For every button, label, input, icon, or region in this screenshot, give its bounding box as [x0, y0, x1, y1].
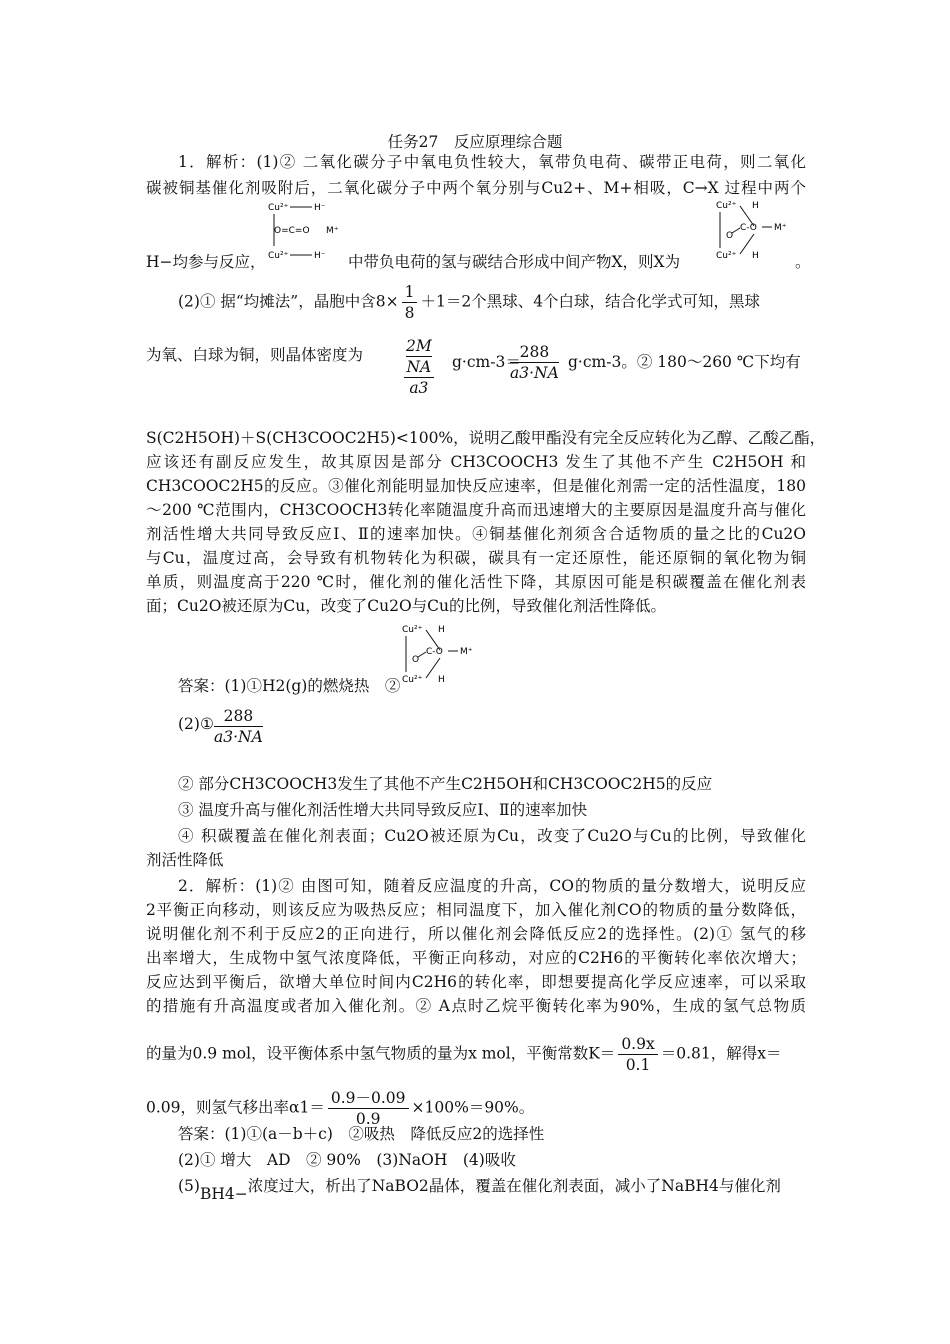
intermediate-x-structure: [716, 198, 796, 262]
a1-line-3: ② 部分CH3COOCH3发生了其他不产生C2H5OH和CH3COOC2H5的反应: [178, 775, 713, 793]
svg-text:M⁺: M⁺: [460, 647, 473, 657]
frac-2m-num: 2M: [406, 337, 432, 355]
svg-text:Cu²⁺: Cu²⁺: [402, 625, 423, 635]
p2-line-7a: 的量为0.9 mol，设平衡体系中氢气物质的量为x mol，平衡常数K＝: [146, 1044, 616, 1063]
k-frac-num: 0.9x: [618, 1034, 657, 1055]
svg-text:M⁺: M⁺: [326, 226, 339, 236]
p1-line-4: [178, 282, 760, 323]
k-frac-den: 0.1: [625, 1056, 651, 1074]
p1-line-10: 剂活性增大共同导致反应Ⅰ、Ⅱ的速率加快。④铜基催化剂须含合适物质的量之比的Cu2O: [146, 525, 806, 543]
p2-line-8b: ×100%＝90%。: [411, 1098, 535, 1117]
p2-line-3: 说明催化剂不利于反应2的正向进行，所以催化剂会降低反应2的选择性。(2)① 氢气的移: [146, 925, 806, 943]
ans-frac-num: 288: [214, 706, 263, 727]
density-fraction-288: [510, 342, 559, 383]
p1-line-1: 1．解析：(1)② 二氧化碳分子中氧电负性较大，氧带负电荷、碳带正电荷，则二氧化: [178, 153, 806, 171]
svg-text:H: H: [438, 675, 445, 685]
p2-line-7b: ＝0.81，解得x＝: [660, 1044, 782, 1063]
answer-density-fraction: [214, 706, 263, 747]
svg-text:H⁻: H⁻: [314, 203, 326, 213]
frac-288-num: 288: [510, 342, 559, 363]
p1-line-9: ～200 ℃范围内，CH3COOCH3转化率随温度升高而迅速增大的主要原因是温度升高与催化: [146, 501, 806, 519]
a1-line-2: (2)①: [178, 715, 214, 733]
page-title: 任务27 反应原理综合题: [387, 133, 563, 151]
p1-line-2: 碳被铜基催化剂吸附后，二氧化碳分子中两个氧分别与Cu2+、M+相吸，C→X 过程中两个: [146, 179, 806, 197]
svg-text:H⁻: H⁻: [314, 251, 326, 261]
svg-text:H: H: [438, 625, 445, 635]
p1-line-12: 单质，则温度高于220 ℃时，催化剂的催化活性下降，其原因可能是积碳覆盖在催化剂表: [146, 573, 806, 591]
svg-text:O: O: [412, 655, 420, 665]
p1-line-3b: 中带负电荷的氢与碳结合形成中间产物X，则X为: [348, 253, 681, 271]
p2-line-8: [146, 1088, 534, 1129]
a2-line-3b: 浓度过大，析出了NaBO2晶体，覆盖在催化剂表面，减小了NaBH4与催化剂: [247, 1177, 781, 1195]
p2-line-6: 的措施有升高温度或者加入催化剂。② A点时乙烷平衡转化率为90%，生成的氢气总物质: [146, 997, 806, 1015]
a2-line-2: (2)① 增大 AD ② 90% (3)NaOH (4)吸收: [178, 1151, 516, 1169]
adsorbed-co2-structure: [268, 200, 348, 264]
frac-numerator: 1: [402, 282, 418, 303]
answer-intermediate-structure: [402, 622, 482, 686]
p2-line-4: 出率增大，生成物中氢气浓度降低，平衡正向移动，对应的C2H6的平衡转化率依次增大；: [146, 949, 806, 967]
a2-line-1: 答案：(1)①(a－b＋c) ②吸热 降低反应2的选择性: [178, 1125, 545, 1143]
p1-line-11: 与Cu，温度过高，会导致有机物转化为积碳，碳具有一定还原性，能还原铜的氧化物为铜: [146, 549, 806, 567]
frac-denominator: 8: [404, 304, 415, 322]
p1-line-5a: 为氧、白球为铜，则晶体密度为: [146, 346, 364, 364]
svg-text:Cu²⁺: Cu²⁺: [716, 251, 737, 261]
p1-line-4a: (2)① 据“均摊法”，晶胞中含8×: [178, 292, 399, 311]
p1-line-3a: H−均参与反应，: [146, 253, 266, 271]
svg-text:Cu²⁺: Cu²⁺: [716, 201, 737, 211]
svg-text:Cu²⁺: Cu²⁺: [402, 675, 423, 685]
p1-line-8: CH3COOC2H5的反应。③催化剂能明显加快反应速率，但是催化剂需一定的活性温度，180: [146, 477, 806, 495]
frac-2m-na: NA: [406, 358, 432, 376]
svg-text:Cu²⁺: Cu²⁺: [268, 251, 289, 261]
p2-line-8a: 0.09，则氢气移出率α1＝: [146, 1098, 325, 1117]
svg-text:O: O: [726, 231, 734, 241]
k-fraction: [618, 1034, 657, 1075]
alpha-fraction: [328, 1088, 409, 1129]
a1-line-5: ④ 积碳覆盖在催化剂表面；Cu2O被还原为Cu，改变了Cu2O与Cu的比例，导致催化: [178, 827, 806, 845]
svg-text:C-O: C-O: [426, 647, 443, 657]
p2-line-7: [146, 1034, 781, 1075]
one-eighth-fraction: [402, 282, 418, 323]
a1-line-1: 答案：(1)①H2(g)的燃烧热 ②: [178, 677, 401, 695]
a1-line-6: 剂活性降低: [146, 851, 224, 869]
p1-line-5b: g·cm-3＝: [452, 353, 521, 371]
p1-line-3c: 。: [795, 253, 811, 271]
p2-line-2: 2平衡正向移动，则该反应为吸热反应；相同温度下，加入催化剂CO的物质的量分数降低，: [146, 901, 806, 919]
svg-text:C-O: C-O: [740, 223, 757, 233]
p1-line-5c: g·cm-3。② 180～260 ℃下均有: [568, 353, 801, 371]
ans-frac-den: a3·NA: [214, 728, 263, 746]
p1-line-6: S(C2H5OH)＋S(CH3COOC2H5)<100%，说明乙酸甲酯没有完全反应转化为乙醇、乙酸乙酯，: [146, 429, 826, 447]
bh4-ion: BH4−: [199, 1185, 248, 1203]
alpha-frac-num: 0.9－0.09: [328, 1088, 409, 1109]
svg-text:M⁺: M⁺: [774, 223, 787, 233]
frac-2m-den: a3: [409, 379, 429, 397]
svg-text:H: H: [752, 251, 759, 261]
frac-288-den: a3·NA: [510, 364, 559, 382]
svg-text:Cu²⁺: Cu²⁺: [268, 203, 289, 213]
p2-line-1: 2．解析：(1)② 由图可知，随着反应温度的升高，CO的物质的量分数增大，说明反应: [178, 877, 806, 895]
p2-line-5: 反应达到平衡后，欲增大单位时间内C2H6的转化率，即想要提高化学反应速率，可以采取: [146, 973, 806, 991]
a2-line-3a: (5): [178, 1177, 200, 1195]
svg-text:O=C=O: O=C=O: [274, 226, 310, 236]
svg-text:H: H: [752, 201, 759, 211]
p1-line-4b: ＋1＝2个黑球、4个白球，结合化学式可知，黑球: [420, 292, 761, 311]
p1-line-13: 面；Cu2O被还原为Cu，改变了Cu2O与Cu的比例，导致催化剂活性降低。: [146, 597, 667, 615]
a1-line-4: ③ 温度升高与催化剂活性增大共同导致反应Ⅰ、Ⅱ的速率加快: [178, 801, 588, 819]
density-fraction-2m: [404, 336, 434, 398]
p1-line-7: 应该还有副反应发生，故其原因是部分 CH3COOCH3 发生了其他不产生 C2H5OH 和: [146, 453, 806, 471]
alpha-frac-den: 0.9: [355, 1110, 381, 1128]
a2-line-3: [178, 1176, 781, 1203]
